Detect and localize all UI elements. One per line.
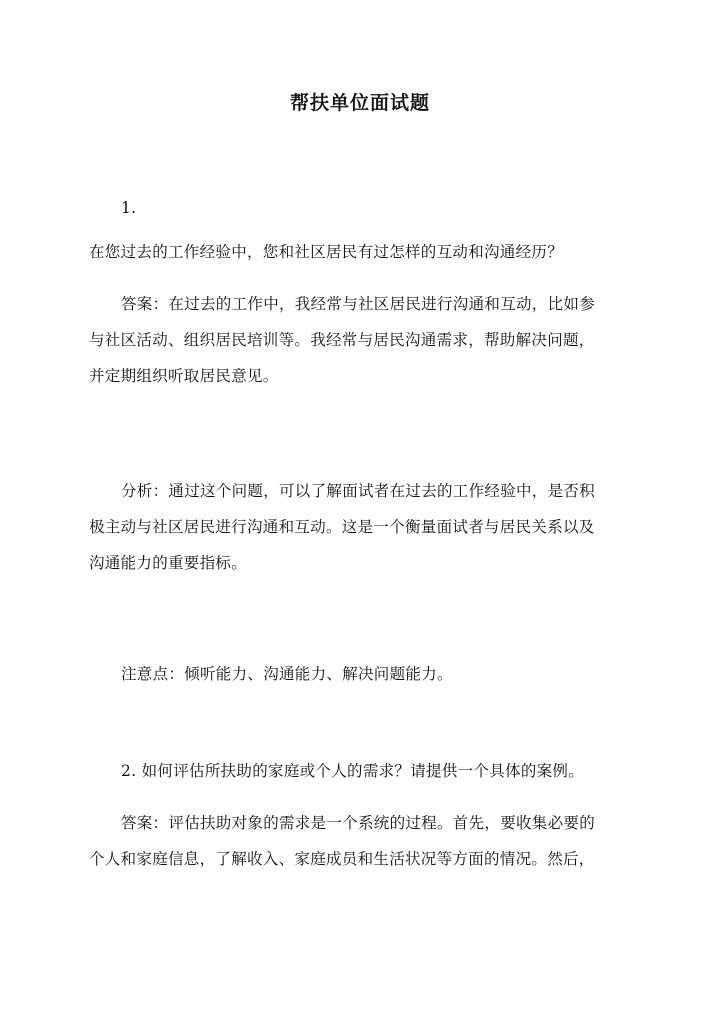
q1-analysis-line: 分析：通过这个问题，可以了解面试者在过去的工作经验中，是否积 <box>121 482 596 500</box>
q1-number-text: 1. <box>121 199 137 217</box>
q2-question <box>89 753 637 789</box>
q1-answer-line: 与社区活动、组织居民培训等。我经常与居民沟通需求，帮助解决问题， <box>89 331 595 349</box>
q1-note-text: 注意点：倾听能力、沟通能力、解决问题能力。 <box>121 665 453 683</box>
q1-note <box>89 656 637 692</box>
q2-answer <box>89 805 637 877</box>
q1-analysis-line: 沟通能力的重要指标。 <box>89 554 248 572</box>
q1-question <box>89 234 637 270</box>
q2-answer-line: 答案：评估扶助对象的需求是一个系统的过程。首先，要收集必要的 <box>121 814 596 832</box>
q1-question-text: 在您过去的工作经验中，您和社区居民有过怎样的互动和沟通经历？ <box>89 243 564 261</box>
q1-answer <box>89 286 637 394</box>
document-title: 帮扶单位面试题 <box>289 92 430 114</box>
q1-number <box>89 190 637 226</box>
q1-answer-line: 答案：在过去的工作中，我经常与社区居民进行沟通和互动，比如参 <box>121 295 596 313</box>
q1-analysis-line: 极主动与社区居民进行沟通和互动。这是一个衡量面试者与居民关系以及 <box>89 518 595 536</box>
q2-question-text: 2. 如何评估所扶助的家庭或个人的需求？请提供一个具体的案例。 <box>121 762 585 780</box>
q2-answer-line: 个人和家庭信息，了解收入、家庭成员和生活状况等方面的情况。然后， <box>89 850 595 868</box>
q1-analysis <box>89 473 637 581</box>
q1-answer-line: 并定期组织听取居民意见。 <box>89 367 279 385</box>
